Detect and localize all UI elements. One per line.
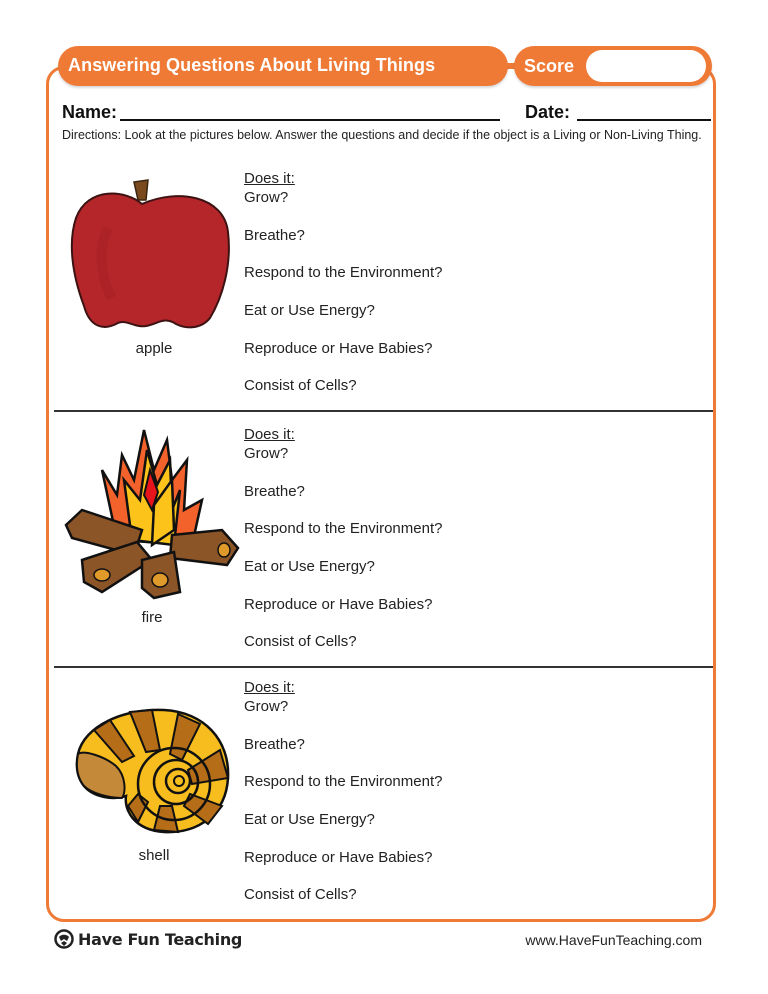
question-energy: Eat or Use Energy? — [244, 302, 375, 319]
directions-text: Directions: Look at the pictures below. Answer the questions and decide if the object is a Living or Non-Living Thing. — [62, 128, 702, 142]
question-cells: Consist of Cells? — [244, 886, 357, 903]
question-header: Does it: — [244, 170, 295, 187]
question-header: Does it: — [244, 426, 295, 443]
question-grow: Grow? — [244, 698, 289, 715]
question-breathe: Breathe? — [244, 227, 305, 244]
name-label: Name: — [62, 102, 118, 122]
item-label-shell: shell — [138, 847, 170, 864]
section-divider — [54, 666, 713, 668]
question-energy: Eat or Use Energy? — [244, 811, 375, 828]
score-label: Score — [524, 56, 575, 76]
question-cells: Consist of Cells? — [244, 377, 357, 394]
question-respond: Respond to the Environment? — [244, 773, 443, 790]
name-field[interactable] — [120, 119, 500, 121]
question-list-fire — [244, 426, 443, 650]
item-label-fire: fire — [141, 609, 163, 626]
worksheet-title: Answering Questions About Living Things — [68, 55, 436, 75]
footer-brand — [54, 929, 242, 949]
question-header: Does it: — [244, 679, 295, 696]
brand-logo-icon — [54, 929, 74, 949]
campfire-icon — [62, 420, 242, 600]
date-label: Date: — [525, 102, 571, 122]
footer-url[interactable]: www.HaveFunTeaching.com — [525, 932, 702, 948]
question-reproduce: Reproduce or Have Babies? — [244, 596, 433, 613]
question-list-shell — [244, 679, 443, 903]
question-grow: Grow? — [244, 189, 289, 206]
question-breathe: Breathe? — [244, 736, 305, 753]
date-field[interactable] — [577, 119, 711, 121]
apple-icon — [68, 178, 236, 338]
question-energy: Eat or Use Energy? — [244, 558, 375, 575]
question-grow: Grow? — [244, 445, 289, 462]
question-breathe: Breathe? — [244, 483, 305, 500]
snail-shell-icon — [74, 706, 232, 836]
question-reproduce: Reproduce or Have Babies? — [244, 849, 433, 866]
brand-name: Have Fun Teaching — [78, 929, 243, 949]
question-list-apple — [244, 170, 443, 394]
section-divider — [54, 410, 713, 412]
question-respond: Respond to the Environment? — [244, 520, 443, 537]
item-label-apple: apple — [135, 340, 173, 357]
question-respond: Respond to the Environment? — [244, 264, 443, 281]
question-reproduce: Reproduce or Have Babies? — [244, 340, 433, 357]
question-cells: Consist of Cells? — [244, 633, 357, 650]
score-field[interactable] — [586, 50, 706, 82]
